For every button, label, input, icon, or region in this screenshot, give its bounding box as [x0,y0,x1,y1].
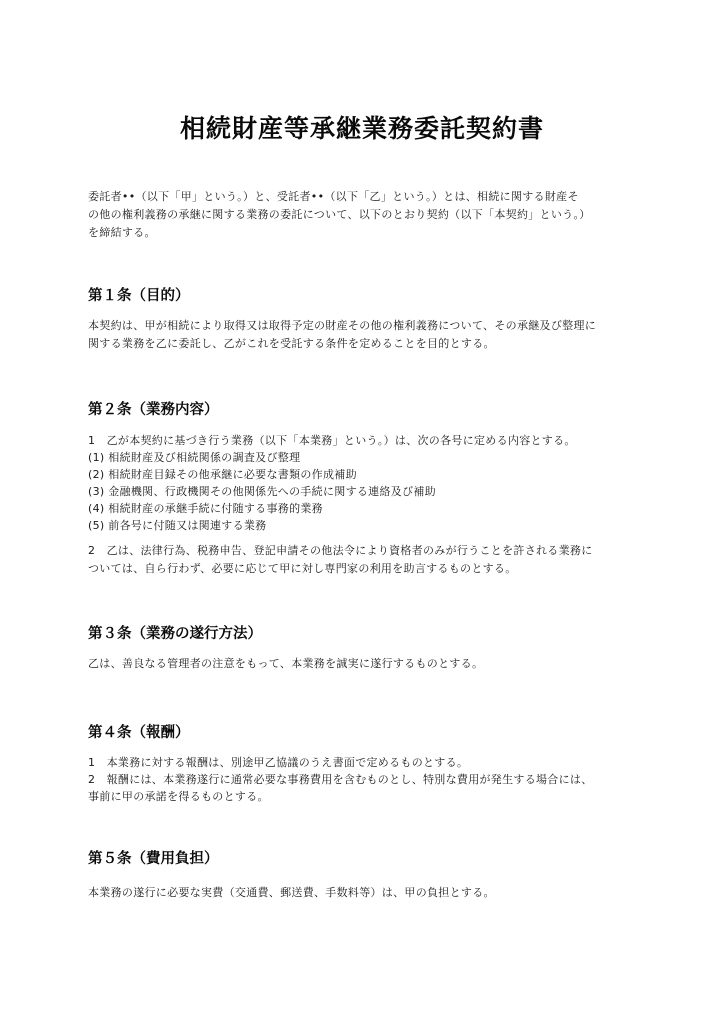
article-2-clause-1 [88,432,633,534]
intro-line: の他の権利義務の承継に関する業務の委託について、以下のとおり契約（以下「本契約」という。） [88,208,591,221]
list-item: (3) 金融機関、行政機関その他関係先への手続に関する連絡及び補助 [88,485,436,498]
article-1-heading: 第１条（目的） [88,288,190,304]
article-5-heading: 第５条（費用負担） [88,851,219,867]
article-line: 本契約は、甲が相続により取得又は取得予定の財産その他の権利義務について、その承継及び整理に [88,319,597,332]
article-2-heading-block [88,400,633,420]
article-line: 本業務の遂行に必要な実費（交通費、郵送費、手数料等）は、甲の負担とする。 [88,886,495,899]
list-item: (2) 相続財産目録その他承継に必要な書類の作成補助 [88,468,357,481]
article-2-heading: 第２条（業務内容） [88,402,219,418]
article-1-body [88,317,633,353]
article-3-heading-block [88,624,633,644]
article-3-heading: 第３条（業務の遂行方法） [88,626,262,642]
article-4-heading: 第４条（報酬） [88,725,190,741]
intro-line: を締結する。 [88,226,156,239]
list-item: (4) 相続財産の承継手続に付随する事務的業務 [88,502,323,515]
intro-line: 委託者••（以下「甲」という。）と、受託者••（以下「乙」という。）とは、相続に関する財産そ [88,190,579,203]
clause-line: ついては、自ら行わず、必要に応じて甲に対し専門家の利用を助言するものとする。 [88,562,517,575]
list-item: (1) 相続財産及び相続関係の調査及び整理 [88,451,301,464]
article-5-body [88,884,633,902]
article-line: 1 本業務に対する報酬は、別途甲乙協議のうえ書面で定めるものとする。 [88,756,469,769]
article-line: 2 報酬には、本業務遂行に通常必要な事務費用を含むものとし、特別な費用が発生する場合には、 [88,773,593,786]
article-1-heading-block [88,286,633,306]
clause-line: 2 乙は、法律行為、税務申告、登記申請その他法令により資格者のみが行うことを許される業務に [88,544,593,557]
intro-paragraph [88,188,633,242]
document-title: 相続財産等承継業務委託契約書 [179,114,544,143]
article-line: 関する業務を乙に委託し、乙がこれを受託する条件を定めることを目的とする。 [88,337,495,350]
list-item: (5) 前各号に付随又は関連する業務 [88,519,267,532]
article-2-clause-2 [88,542,633,578]
article-5-heading-block [88,849,633,869]
article-line: 事前に甲の承諾を得るものとする。 [88,790,269,803]
article-3-body [88,655,633,673]
article-4-heading-block [88,723,633,743]
article-line: 乙は、善良なる管理者の注意をもって、本業務を誠実に遂行するものとする。 [88,657,484,670]
article-4-body [88,754,633,805]
clause-line: 1 乙が本契約に基づき行う業務（以下「本業務」という。）は、次の各号に定める内容とする。 [88,434,576,447]
